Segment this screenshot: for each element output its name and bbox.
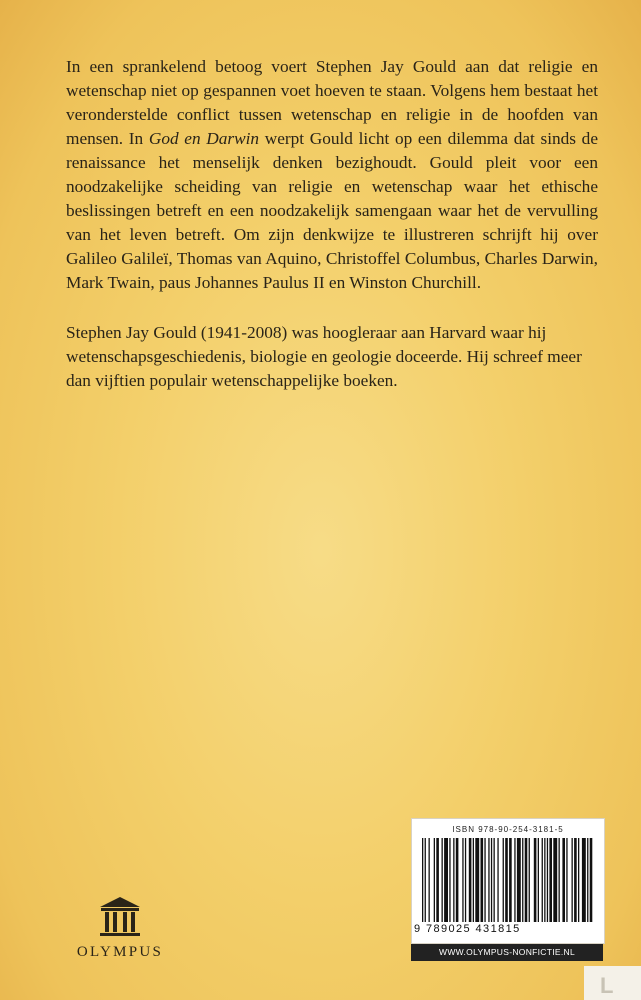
publisher-name: OLYMPUS (76, 944, 164, 960)
isbn-label: ISBN 978-90-254-3181-5 (452, 825, 564, 834)
author-bio: Stephen Jay Gould (1941-2008) was hoogleraar aan Harvard waar hij wetenschapsgeschiedenis, biologie en geologie doceerde. Hij schreef meer dan vijftien populair wetenschappelijke boeken. (66, 323, 582, 390)
barcode-digits: 9 789025 431815 (414, 923, 521, 935)
barcode-box (411, 818, 605, 944)
blurb-paragraph (66, 55, 598, 295)
blurb-text-end: werpt Gould licht op een dilemma dat sinds de renaissance het menselijk denken bezighoudt. Gould pleit voor een noodzakelijke scheiding van religie en wetenschap waar het ethische beslissingen betreft en een noodzakelijk samengaan waar het de vervulling van het leven betreft. Om zijn denkwijze te illustreren schrijft hij over Galileo Galileï, Thomas van Aquino, Christoffel Columbus, Charles Darwin, Mark Twain, paus Johannes Paulus II en Winston Churchill. (66, 129, 598, 292)
blurb-text-start: In een sprankelend betoog voert Stephen Jay Gould aan dat religie en wetenschap niet op gespannen voet hoeven te staan. Volgens hem bestaat het veronderstelde conflict tussen wetenschap en religie in de hoofden van mensen. In (66, 57, 598, 148)
barcode-icon (422, 838, 596, 922)
lastdodo-sticker-icon: L (584, 966, 641, 1000)
blurb-text (66, 55, 598, 295)
temple-icon (96, 895, 144, 939)
book-title: God en Darwin (148, 129, 260, 148)
publisher-url: WWW.OLYMPUS-NONFICTIE.NL (411, 944, 603, 961)
